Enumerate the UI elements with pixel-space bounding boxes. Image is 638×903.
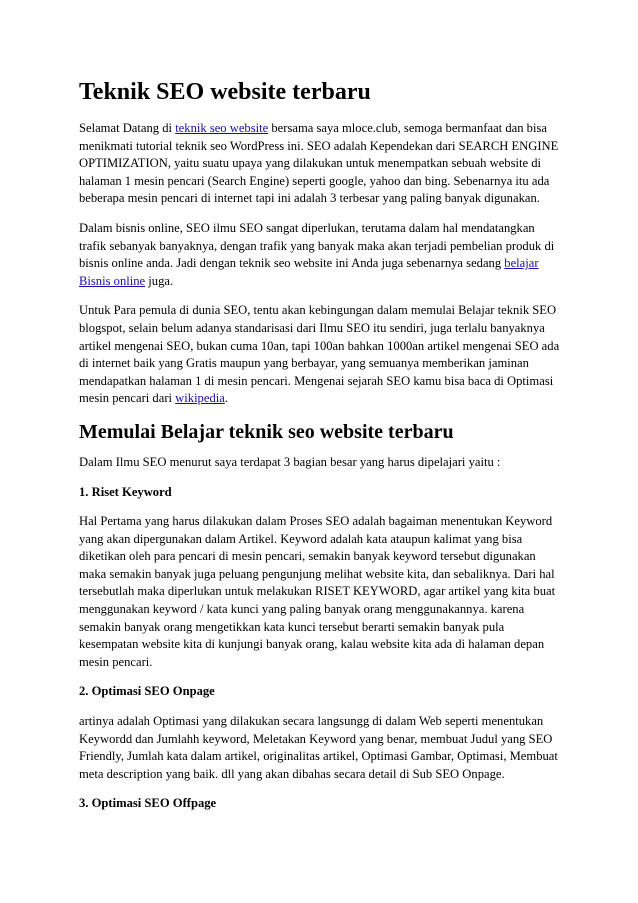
pemula-text-before: Untuk Para pemula di dunia SEO, tentu akan kebingungan dalam memulai Belajar teknik SEO blogspot, selain belum adanya standarisasi dari Ilmu SEO itu sendiri, juga terlalu banyaknya artikel mengenai SEO, bukan cuma 10an, tapi 100an bahkan 1000an artikel mengenai SEO ada di internet baik yang Gratis maupun yang berbayar, yang semuanya memberikan jaminan mendapatkan halaman 1 di mesin pencari. Mengenai sejarah SEO kamu bisa baca di Optimasi mesin pencari dari <box>79 303 560 406</box>
seo-onpage-paragraph: artinya adalah Optimasi yang dilakukan secara langsungg di dalam Web seperti menentukan Keywordd dan Jumlahh keyword, Meletakan Keyword yang benar, membuat Judul yang SEO Friendly, Jumlah kata dalam artikel, originalitas artikel, Optimasi Gambar, Optimasi, Membuat meta description yang baik. dll yang akan dibahas secara detail di Sub SEO Onpage. <box>79 714 558 781</box>
page-title: Teknik SEO website terbaru <box>79 79 371 105</box>
belajar-bisnis-online-link[interactable]: belajar Bisnis online <box>79 256 539 288</box>
bisnis-text-before: Dalam bisnis online, SEO ilmu SEO sangat diperlukan, terutama dalam hal mendatangkan trafik sebanyak banyaknya, dengan trafik yang banyak maka akan terjadi pembelian produk di bisnis online anda. Jadi dengan teknik seo website ini Anda juga sebenarnya sedang <box>79 220 555 271</box>
bisnis-online-paragraph <box>79 220 561 290</box>
pemula-paragraph <box>79 302 561 408</box>
pemula-text-after: . <box>224 391 228 406</box>
subheading-seo-offpage: 3. Optimasi SEO Offpage <box>79 796 217 811</box>
riset-keyword-paragraph: Hal Pertama yang harus dilakukan dalam Proses SEO adalah bagaiman menentukan Keyword yang akan dipergunakan dalam Artikel. Keyword adalah kata ataupun kalimat yang bisa diketikan oleh para pencari di mesin pencari, semakin banyak keyword tersebut digunakan maka semakin banyak juga peluang pengunjung melihat website kita, dan sebaliknya. Dari hal tersebutlah maka diperlukan untuk melakukan RISET KEYWORD, agar artikel yang kita buat menggunakan keyword / kata kunci yang paling banyak orang menggunakannya. karena semakin banyak orang mengetikkan kata kunci tersebut berarti semakin banyak pula kesempatan website kita di kunjungi banyak orang, kalau website kita ada di halaman depan mesin pencari. <box>79 514 556 669</box>
wikipedia-link[interactable]: wikipedia <box>175 391 225 406</box>
three-parts-paragraph: Dalam Ilmu SEO menurut saya terdapat 3 bagian besar yang harus dipelajari yaitu : <box>79 454 501 469</box>
bisnis-text-after: juga. <box>145 273 174 288</box>
intro-paragraph <box>79 120 561 208</box>
subheading-seo-onpage: 2. Optimasi SEO Onpage <box>79 684 215 699</box>
document-content <box>79 78 561 825</box>
intro-text-before: Selamat Datang di <box>79 121 176 135</box>
teknik-seo-website-link[interactable]: teknik seo website <box>175 121 269 135</box>
section-heading: Memulai Belajar teknik seo website terbaru <box>79 420 454 443</box>
intro-text-after: bersama saya mloce.club, semoga bermanfaat dan bisa menikmati tutorial teknik seo WordPress ini. SEO adalah Kependekan dari SEARCH ENGINE OPTIMIZATION, yaitu suatu upaya yang dilakukan untuk menempatkan sebuah website di halaman 1 mesin pencari (Search Engine) seperti google, yahoo dan bing. Sebenarnya itu ada beberapa mesin pencari di internet tapi ini adalah 3 terbesar yang paling banyak digunakan. <box>79 121 559 206</box>
subheading-riset-keyword: 1. Riset Keyword <box>79 484 172 499</box>
